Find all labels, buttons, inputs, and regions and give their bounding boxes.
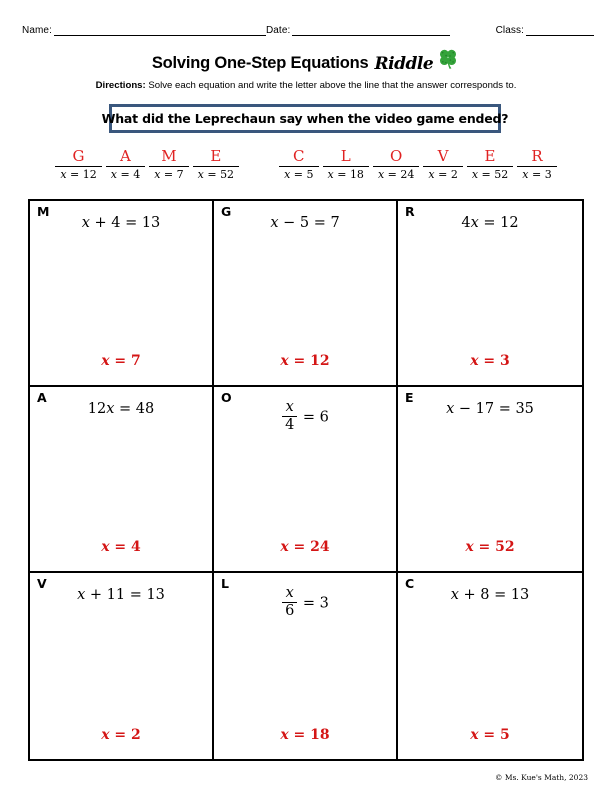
problem-cell[interactable] xyxy=(30,201,214,387)
blank-value: x = 7 xyxy=(154,168,184,181)
problem-cell[interactable] xyxy=(398,201,582,387)
blank-value: x = 18 xyxy=(327,168,364,181)
problem-equation: x + 11 = 13 xyxy=(77,587,165,603)
problem-cell[interactable] xyxy=(30,573,214,759)
blank-slot[interactable] xyxy=(371,146,421,181)
title-main-text: Solving One-Step Equations xyxy=(151,54,369,72)
blank-letter: R xyxy=(531,147,543,165)
problem-equation: 4x = 12 xyxy=(461,215,519,231)
blank-slot[interactable] xyxy=(515,146,558,181)
answer-word-1 xyxy=(53,146,241,181)
blank-slot[interactable] xyxy=(321,146,371,181)
directions xyxy=(0,80,612,91)
name-input-line[interactable] xyxy=(54,24,266,36)
problem-answer: x = 24 xyxy=(280,539,330,555)
blank-value: x = 2 xyxy=(428,168,458,181)
problem-letter: L xyxy=(221,576,229,591)
problem-letter: V xyxy=(37,576,47,591)
title-riddle-word: Riddle xyxy=(374,53,434,74)
blank-letter: E xyxy=(210,147,222,165)
directions-text: Solve each equation and write the letter above the line that the answer corresponds to. xyxy=(148,80,517,91)
problem-letter: M xyxy=(37,204,50,219)
shamrock-icon xyxy=(436,46,460,75)
problem-answer: x = 3 xyxy=(470,353,510,369)
blank-letter: E xyxy=(484,147,496,165)
blank-letter: L xyxy=(340,147,351,165)
problem-answer: x = 7 xyxy=(101,353,141,369)
problem-equation: 12x = 48 xyxy=(87,401,155,417)
blank-slot[interactable] xyxy=(147,146,190,181)
problem-letter: O xyxy=(221,390,232,405)
name-label: Name: xyxy=(22,25,52,36)
page-title xyxy=(0,49,612,78)
problem-answer: x = 4 xyxy=(101,539,141,555)
problem-cell[interactable] xyxy=(214,387,398,573)
date-input-line[interactable] xyxy=(292,24,450,36)
date-label: Date: xyxy=(265,25,291,36)
blank-value: x = 52 xyxy=(471,168,509,181)
problem-cell[interactable] xyxy=(214,201,398,387)
blank-slot[interactable] xyxy=(465,146,515,181)
problem-answer: x = 52 xyxy=(465,539,515,555)
copyright-notice: © Ms. Kue's Math, 2023 xyxy=(494,773,588,782)
blank-value: x = 4 xyxy=(110,168,141,181)
class-label: Class: xyxy=(495,25,524,36)
problem-letter: C xyxy=(405,576,415,591)
blank-value: x = 5 xyxy=(284,168,314,181)
answer-blanks xyxy=(0,146,612,181)
blank-slot[interactable] xyxy=(277,146,320,181)
answer-word-2 xyxy=(277,146,559,181)
blank-letter: V xyxy=(437,147,449,165)
problem-equation: $\frac{x}{6}$ = 3 xyxy=(214,587,396,620)
problem-answer: x = 2 xyxy=(101,727,141,743)
problem-cell[interactable] xyxy=(214,573,398,759)
problem-cell[interactable] xyxy=(398,573,582,759)
blank-slot[interactable] xyxy=(191,146,241,181)
riddle-question: What did the Leprechaun say when the video game ended? xyxy=(101,111,509,126)
problem-equation: x − 5 = 7 xyxy=(270,215,340,231)
blank-slot[interactable] xyxy=(421,146,464,181)
problem-cell[interactable] xyxy=(30,387,214,573)
blank-value: x = 3 xyxy=(522,168,552,181)
blank-slot[interactable] xyxy=(53,146,103,181)
directions-label: Directions: xyxy=(95,80,146,91)
blank-value: x = 12 xyxy=(60,168,97,181)
riddle-box xyxy=(101,104,509,133)
problem-equation: x + 4 = 13 xyxy=(81,215,161,231)
blank-value: x = 24 xyxy=(377,168,415,181)
problem-answer: x = 12 xyxy=(280,353,330,369)
problem-letter: E xyxy=(405,390,414,405)
problem-equation: $\frac{x}{4}$ = 6 xyxy=(214,401,396,434)
blank-slot[interactable] xyxy=(104,146,147,181)
blank-letter: C xyxy=(293,147,305,165)
problem-letter: G xyxy=(221,204,232,219)
blank-letter: G xyxy=(72,147,85,165)
problem-answer: x = 5 xyxy=(470,727,510,743)
student-info-row xyxy=(22,24,594,36)
class-input-line[interactable] xyxy=(526,24,594,36)
blank-letter: M xyxy=(161,147,177,165)
blank-letter: A xyxy=(120,147,131,165)
problem-grid xyxy=(28,199,584,761)
blank-value: x = 52 xyxy=(197,168,235,181)
problem-cell[interactable] xyxy=(398,387,582,573)
problem-answer: x = 18 xyxy=(280,727,330,743)
problem-equation: x + 8 = 13 xyxy=(450,587,530,603)
blank-letter: O xyxy=(390,147,403,165)
problem-equation: x − 17 = 35 xyxy=(446,401,534,417)
problem-letter: R xyxy=(405,204,415,219)
problem-letter: A xyxy=(37,390,47,405)
